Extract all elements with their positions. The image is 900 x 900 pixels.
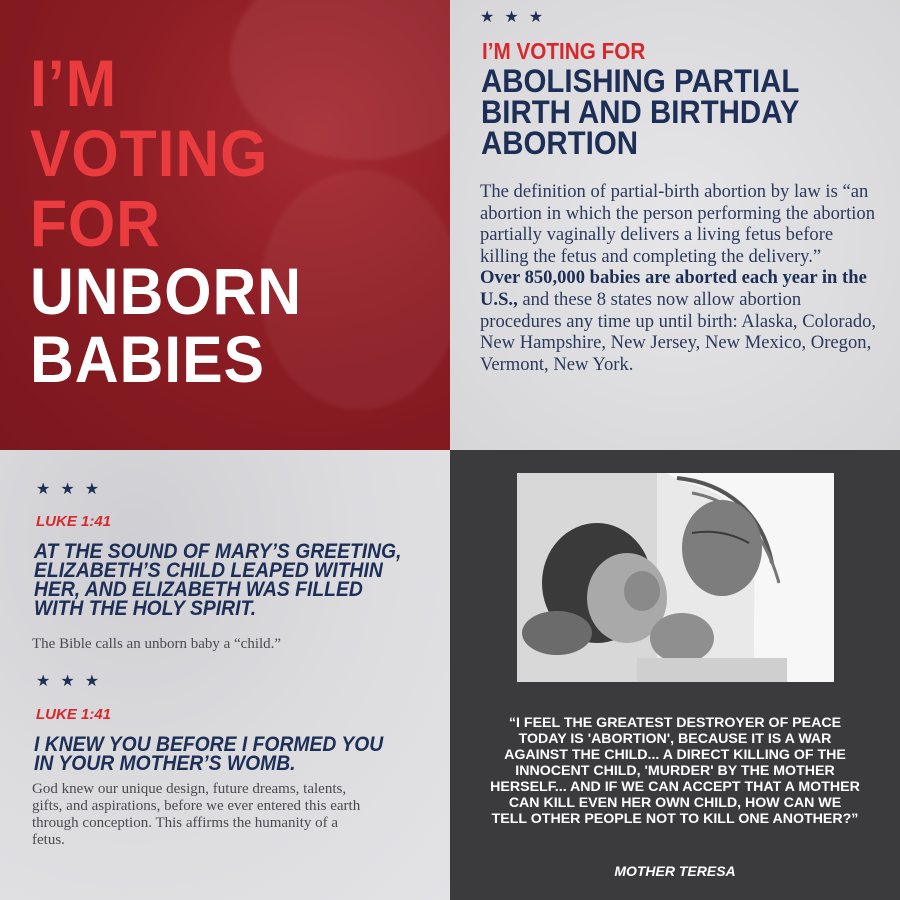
body-statistic: Over 850,000 babies are aborted each year in the U.S., (480, 267, 867, 310)
quote-attribution: MOTHER TERESA (614, 863, 736, 879)
stars-decoration: ★★★ (36, 481, 110, 498)
title-panel (0, 0, 450, 450)
stars-decoration: ★★★ (480, 9, 554, 26)
verse-reference: LUKE 1:41 (36, 513, 112, 530)
body-definition: The definition of partial-birth abortion by law is “an abortion in which the person performing the abortion partially vaginally delivers a living fetus before killing the fetus and completing the delivery.” (480, 181, 876, 267)
headline-line: BIRTH AND BIRTHDAY (481, 94, 800, 130)
title-line-im: I’M (30, 46, 118, 120)
quote-text: “I FEEL THE GREATEST DESTROYER OF PEACE TODAY IS 'ABORTION', BECAUSE IT IS A WAR AGAINST THE CHILD... A DIRECT KILLING OF THE INNOCENT CHILD, 'MURDER' BY THE MOTHER HERSELF... AND IF WE CAN ACCEPT THAT A MOTHER CAN KILL EVEN HER OWN CHILD, HOW CAN WE TELL OTHER PEOPLE NOT TO KILL ONE ANOTHER?” (490, 715, 860, 827)
stars-decoration: ★★★ (36, 673, 110, 690)
policy-body (480, 181, 878, 375)
verse-note: God knew our unique design, future dreams, talents, gifts, and aspirations, before we ever entered this earth through conception. This affirms the humanity of a fetus. (32, 781, 361, 848)
headline-line: ABOLISHING PARTIAL (481, 63, 800, 99)
body-states: and these 8 states now allow abortion procedures any time up until birth: Alaska, Colorado, New Hampshire, New Jersey, New Mexico, Oregon, Vermont, New York. (480, 288, 877, 375)
photo-illustration (517, 473, 834, 682)
title-line-voting: VOTING (30, 116, 269, 190)
policy-headline (481, 63, 849, 161)
verse-text: AT THE SOUND OF MARY’S GREETING, ELIZABETH’S CHILD LEAPED WITHIN HER, AND ELIZABETH WAS FILLED WITH THE HOLY SPIRIT. (34, 540, 402, 620)
scripture-panel (0, 450, 450, 900)
photo-mother-and-child (517, 473, 834, 682)
quote-panel (450, 450, 900, 900)
policy-kicker: I’M VOTING FOR (482, 38, 646, 64)
title-line-unborn: UNBORN (30, 254, 303, 328)
headline-line: ABORTION (481, 125, 639, 161)
title-line-babies: BABIES (30, 322, 265, 396)
verse-text: I KNEW YOU BEFORE I FORMED YOU IN YOUR MOTHER’S WOMB. (34, 733, 384, 775)
title-line-for: FOR (30, 186, 161, 260)
policy-panel (450, 0, 900, 450)
verse-reference: LUKE 1:41 (36, 706, 112, 723)
verse-note: The Bible calls an unborn baby a “child.” (32, 636, 282, 652)
